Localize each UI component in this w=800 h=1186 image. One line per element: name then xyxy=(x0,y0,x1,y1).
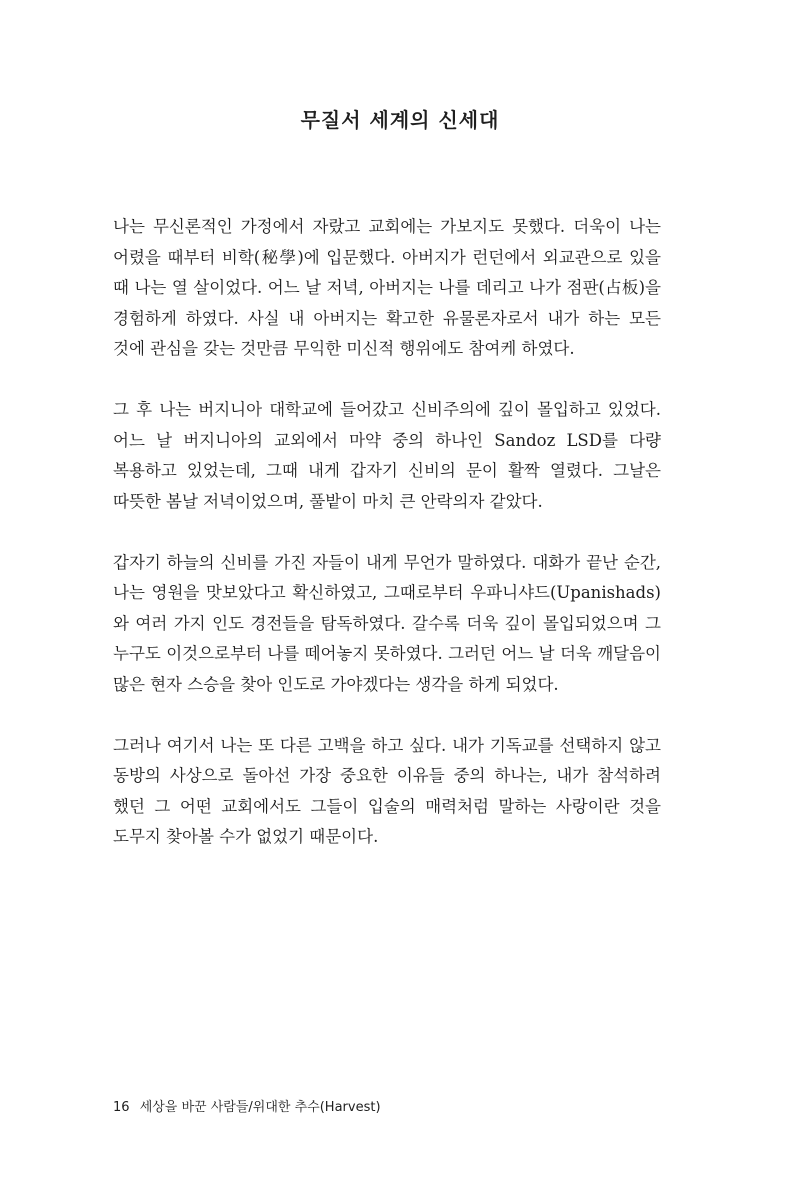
page-footer xyxy=(113,1096,381,1115)
running-title: 세상을 바꾼 사람들/위대한 추수(Harvest) xyxy=(139,1100,381,1115)
paragraph: 나는 무신론적인 가정에서 자랐고 교회에는 가보지도 못했다. 더욱이 나는 어렸을 때부터 비학(秘學)에 입문했다. 아버지가 런던에서 외교관으로 있을 때 나는 열 살이었다. 어느 날 저녁, 아버지는 나를 데리고 나가 점판(占板)을 경험하게 하였다. 사실 내 아버지는 확고한 유물론자로서 내가 하는 모든 것에 관심을 갖는 것만큼 무익한 미신적 행위에도 참여케 하였다. xyxy=(113,217,661,358)
page-title: 무질서 세계의 신세대 xyxy=(300,108,500,132)
body-text xyxy=(113,212,661,883)
paragraph: 그러나 여기서 나는 또 다른 고백을 하고 싶다. 내가 기독교를 선택하지 않고 동방의 사상으로 돌아선 가장 중요한 이유들 중의 하나는, 내가 참석하려 했던 그 어떤 교회에서도 그들이 입술의 매력처럼 말하는 사랑이란 것을 도무지 찾아볼 수가 없었기 때문이다. xyxy=(113,735,661,846)
page-number: 16 xyxy=(113,1100,130,1115)
paragraph: 갑자기 하늘의 신비를 가진 자들이 내게 무언가 말하였다. 대화가 끝난 순간, 나는 영원을 맛보았다고 확신하였고, 그때로부터 우파니샤드(Upanishads)와 여러 가지 인도 경전들을 탐독하였다. 갈수록 더욱 깊이 몰입되었으며 그 누구도 이것으로부터 나를 떼어놓지 못하였다. 그러던 어느 날 더욱 깨달음이 많은 현자 스승을 찾아 인도로 가야겠다는 생각을 하게 되었다. xyxy=(113,552,661,694)
paragraph: 그 후 나는 버지니아 대학교에 들어갔고 신비주의에 깊이 몰입하고 있었다. 어느 날 버지니아의 교외에서 마약 중의 하나인 Sandoz LSD를 다량 복용하고 있었는데, 그때 내게 갑자기 신비의 문이 활짝 열렸다. 그날은 따뜻한 봄날 저녁이었으며, 풀밭이 마치 큰 안락의자 같았다. xyxy=(113,400,661,511)
